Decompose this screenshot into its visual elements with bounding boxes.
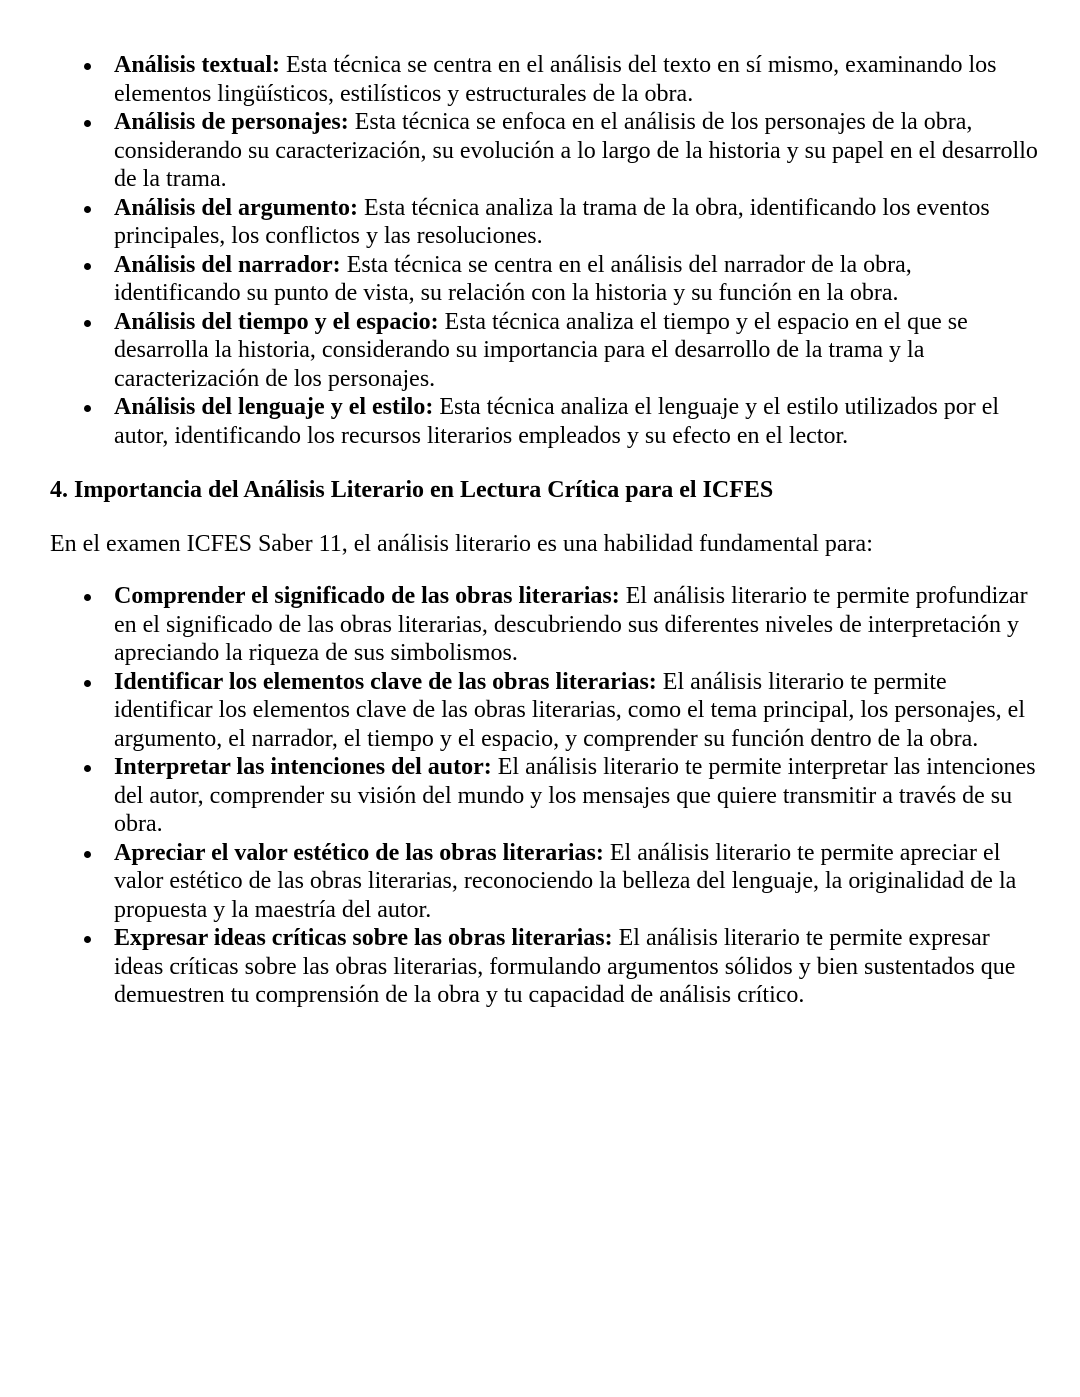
bullet-icon <box>84 206 91 213</box>
bullet-icon <box>84 680 91 687</box>
bullet-icon <box>84 405 91 412</box>
item-text: Esta técnica analiza el tiempo y el espacio en el que se desarrolla la historia, considerando su importancia para el desarrollo de la trama y la caracterización de los personajes. <box>114 308 968 392</box>
item-term: Análisis textual: <box>114 52 281 78</box>
item-text: El análisis literario te permite identificar los elementos clave de las obras literarias, como el tema principal, los personajes, el argumento, el narrador, el tiempo y el espacio, y comprender su función dentro de la obra. <box>114 668 1026 752</box>
list-item <box>50 839 1040 925</box>
list-item <box>50 582 1040 668</box>
item-term: Identificar los elementos clave de las obras literarias: <box>114 668 657 695</box>
skills-list <box>50 582 1040 1010</box>
list-item <box>50 668 1040 754</box>
techniques-list <box>50 51 1040 450</box>
bullet-icon <box>84 320 91 327</box>
section-intro: En el examen ICFES Saber 11, el análisis literario es una habilidad fundamental para: <box>50 530 873 557</box>
item-term: Comprender el significado de las obras literarias: <box>114 583 620 609</box>
list-item <box>50 108 1040 194</box>
bullet-icon <box>84 120 91 127</box>
item-term: Análisis del narrador: <box>114 251 341 278</box>
item-text: El análisis literario te permite interpretar las intenciones del autor, comprender su visión del mundo y los mensajes que quiere transmitir a través de su obra. <box>114 754 1036 837</box>
item-term: Análisis del tiempo y el espacio: <box>114 308 439 335</box>
list-item <box>50 194 1040 251</box>
item-term: Análisis de personajes: <box>114 109 349 135</box>
item-text: Esta técnica analiza el lenguaje y el estilo utilizados por el autor, identificando los recursos literarios empleados y su efecto en el lector. <box>114 394 1000 449</box>
item-term: Expresar ideas críticas sobre las obras literarias: <box>114 925 613 951</box>
bullet-icon <box>84 851 91 858</box>
list-item <box>50 251 1040 308</box>
section-heading: 4. Importancia del Análisis Literario en Lectura Crítica para el ICFES <box>50 477 774 503</box>
item-text: El análisis literario te permite expresar ideas críticas sobre las obras literarias, formulando argumentos sólidos y bien sustentados que demuestren tu comprensión de la obra y tu capacidad de análisis crítico. <box>114 925 1016 1008</box>
item-text: Esta técnica se enfoca en el análisis de los personajes de la obra, considerando su caracterización, su evolución a lo largo de la historia y su papel en el desarrollo de la trama. <box>114 109 1038 192</box>
list-item <box>50 393 1040 450</box>
bullet-icon <box>84 594 91 601</box>
item-term: Interpretar las intenciones del autor: <box>114 754 492 780</box>
bullet-icon <box>84 263 91 270</box>
item-term: Análisis del lenguaje y el estilo: <box>114 394 434 420</box>
item-term: Apreciar el valor estético de las obras literarias: <box>114 839 604 866</box>
item-term: Análisis del argumento: <box>114 194 359 221</box>
list-item <box>50 753 1040 839</box>
bullet-icon <box>84 936 91 943</box>
list-item <box>50 924 1040 1010</box>
item-text: Esta técnica se centra en el análisis del texto en sí mismo, examinando los elementos lingüísticos, estilísticos y estructurales de la obra. <box>114 52 997 107</box>
list-item <box>50 308 1040 394</box>
item-text: El análisis literario te permite profundizar en el significado de las obras literarias, descubriendo sus diferentes niveles de interpretación y apreciando la riqueza de sus simbolismos. <box>114 583 1028 666</box>
item-text: El análisis literario te permite apreciar el valor estético de las obras literarias, reconociendo la belleza del lenguaje, la originalidad de la propuesta y la maestría del autor. <box>114 839 1017 923</box>
bullet-icon <box>84 63 91 70</box>
list-item <box>50 51 1040 108</box>
item-text: Esta técnica se centra en el análisis del narrador de la obra, identificando su punto de vista, su relación con la historia y su función en la obra. <box>114 251 912 306</box>
bullet-icon <box>84 765 91 772</box>
item-text: Esta técnica analiza la trama de la obra, identificando los eventos principales, los conflictos y las resoluciones. <box>114 194 990 249</box>
